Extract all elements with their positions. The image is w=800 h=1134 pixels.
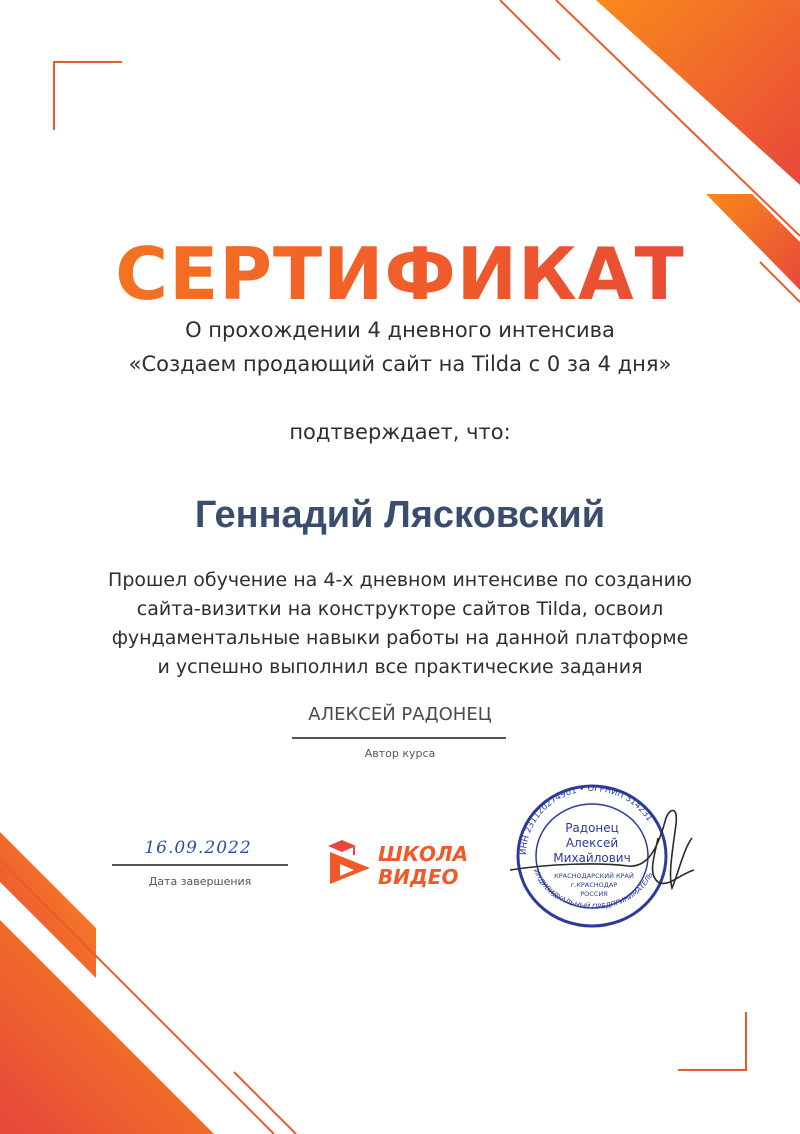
stamp-bottom-line-2: г.КРАСНОДАР <box>570 881 618 889</box>
author-role: Автор курса <box>364 747 436 760</box>
author-name: АЛЕКСЕЙ РАДОНЕЦ <box>308 704 492 725</box>
achievement-line-4: и успешно выполнил все практические задания <box>157 656 643 678</box>
author-signature-line <box>292 737 506 739</box>
achievement-line-2: сайта-визитки на конструкторе сайтов Tilda, освоил <box>136 598 664 620</box>
confirms-text: подтверждает, что: <box>289 420 511 444</box>
logo-line-2: ВИДЕО <box>378 865 459 889</box>
official-stamp <box>508 778 698 928</box>
corner-line-top-right-1 <box>500 0 560 60</box>
completion-date-label: Дата завершения <box>148 875 252 888</box>
subtitle-line-2: «Создаем продающий сайт на Tilda с 0 за 4 дня» <box>128 352 672 376</box>
logo-line-1: ШКОЛА <box>378 842 469 866</box>
recipient-name: Геннадий Лясковский <box>194 494 606 536</box>
corner-bracket-bottom-right <box>678 1012 746 1070</box>
stamp-bottom-line-1: КРАСНОДАРСКИЙ КРАЙ <box>554 872 634 880</box>
corner-bracket-top-left <box>54 62 122 130</box>
play-cap-icon <box>322 838 376 892</box>
achievement-line-3: фундаментальные навыки работы на данной платформе <box>111 627 689 649</box>
certificate-title: СЕРТИФИКАТ <box>0 232 800 316</box>
achievement-line-1: Прошел обучение на 4-х дневном интенсиве по созданию <box>108 569 692 591</box>
date-line <box>112 864 288 866</box>
achievement-text <box>60 566 740 682</box>
corner-shape-bottom-left <box>0 920 214 1134</box>
corner-shape-top-right <box>596 0 800 185</box>
completion-date: 16.09.2022 <box>144 838 252 858</box>
school-logo <box>322 838 482 892</box>
stamp-center-line-1: Радонец <box>565 821 619 835</box>
stamp-bottom-line-3: РОССИЯ <box>580 890 608 898</box>
stamp-ring-text: ИНН 231120274901 • ОГРНИП 314231 <box>518 783 655 856</box>
subtitle-line-1: О прохождении 4 дневного интенсива <box>185 318 615 342</box>
stamp-bottom-ring: ИНДИВИДУАЛЬНЫЙ ПРЕДПРИНИМАТЕЛЬ <box>532 867 655 911</box>
stamp-center-line-3: Михайлович <box>553 851 631 865</box>
stamp-center-line-2: Алексей <box>565 836 619 850</box>
